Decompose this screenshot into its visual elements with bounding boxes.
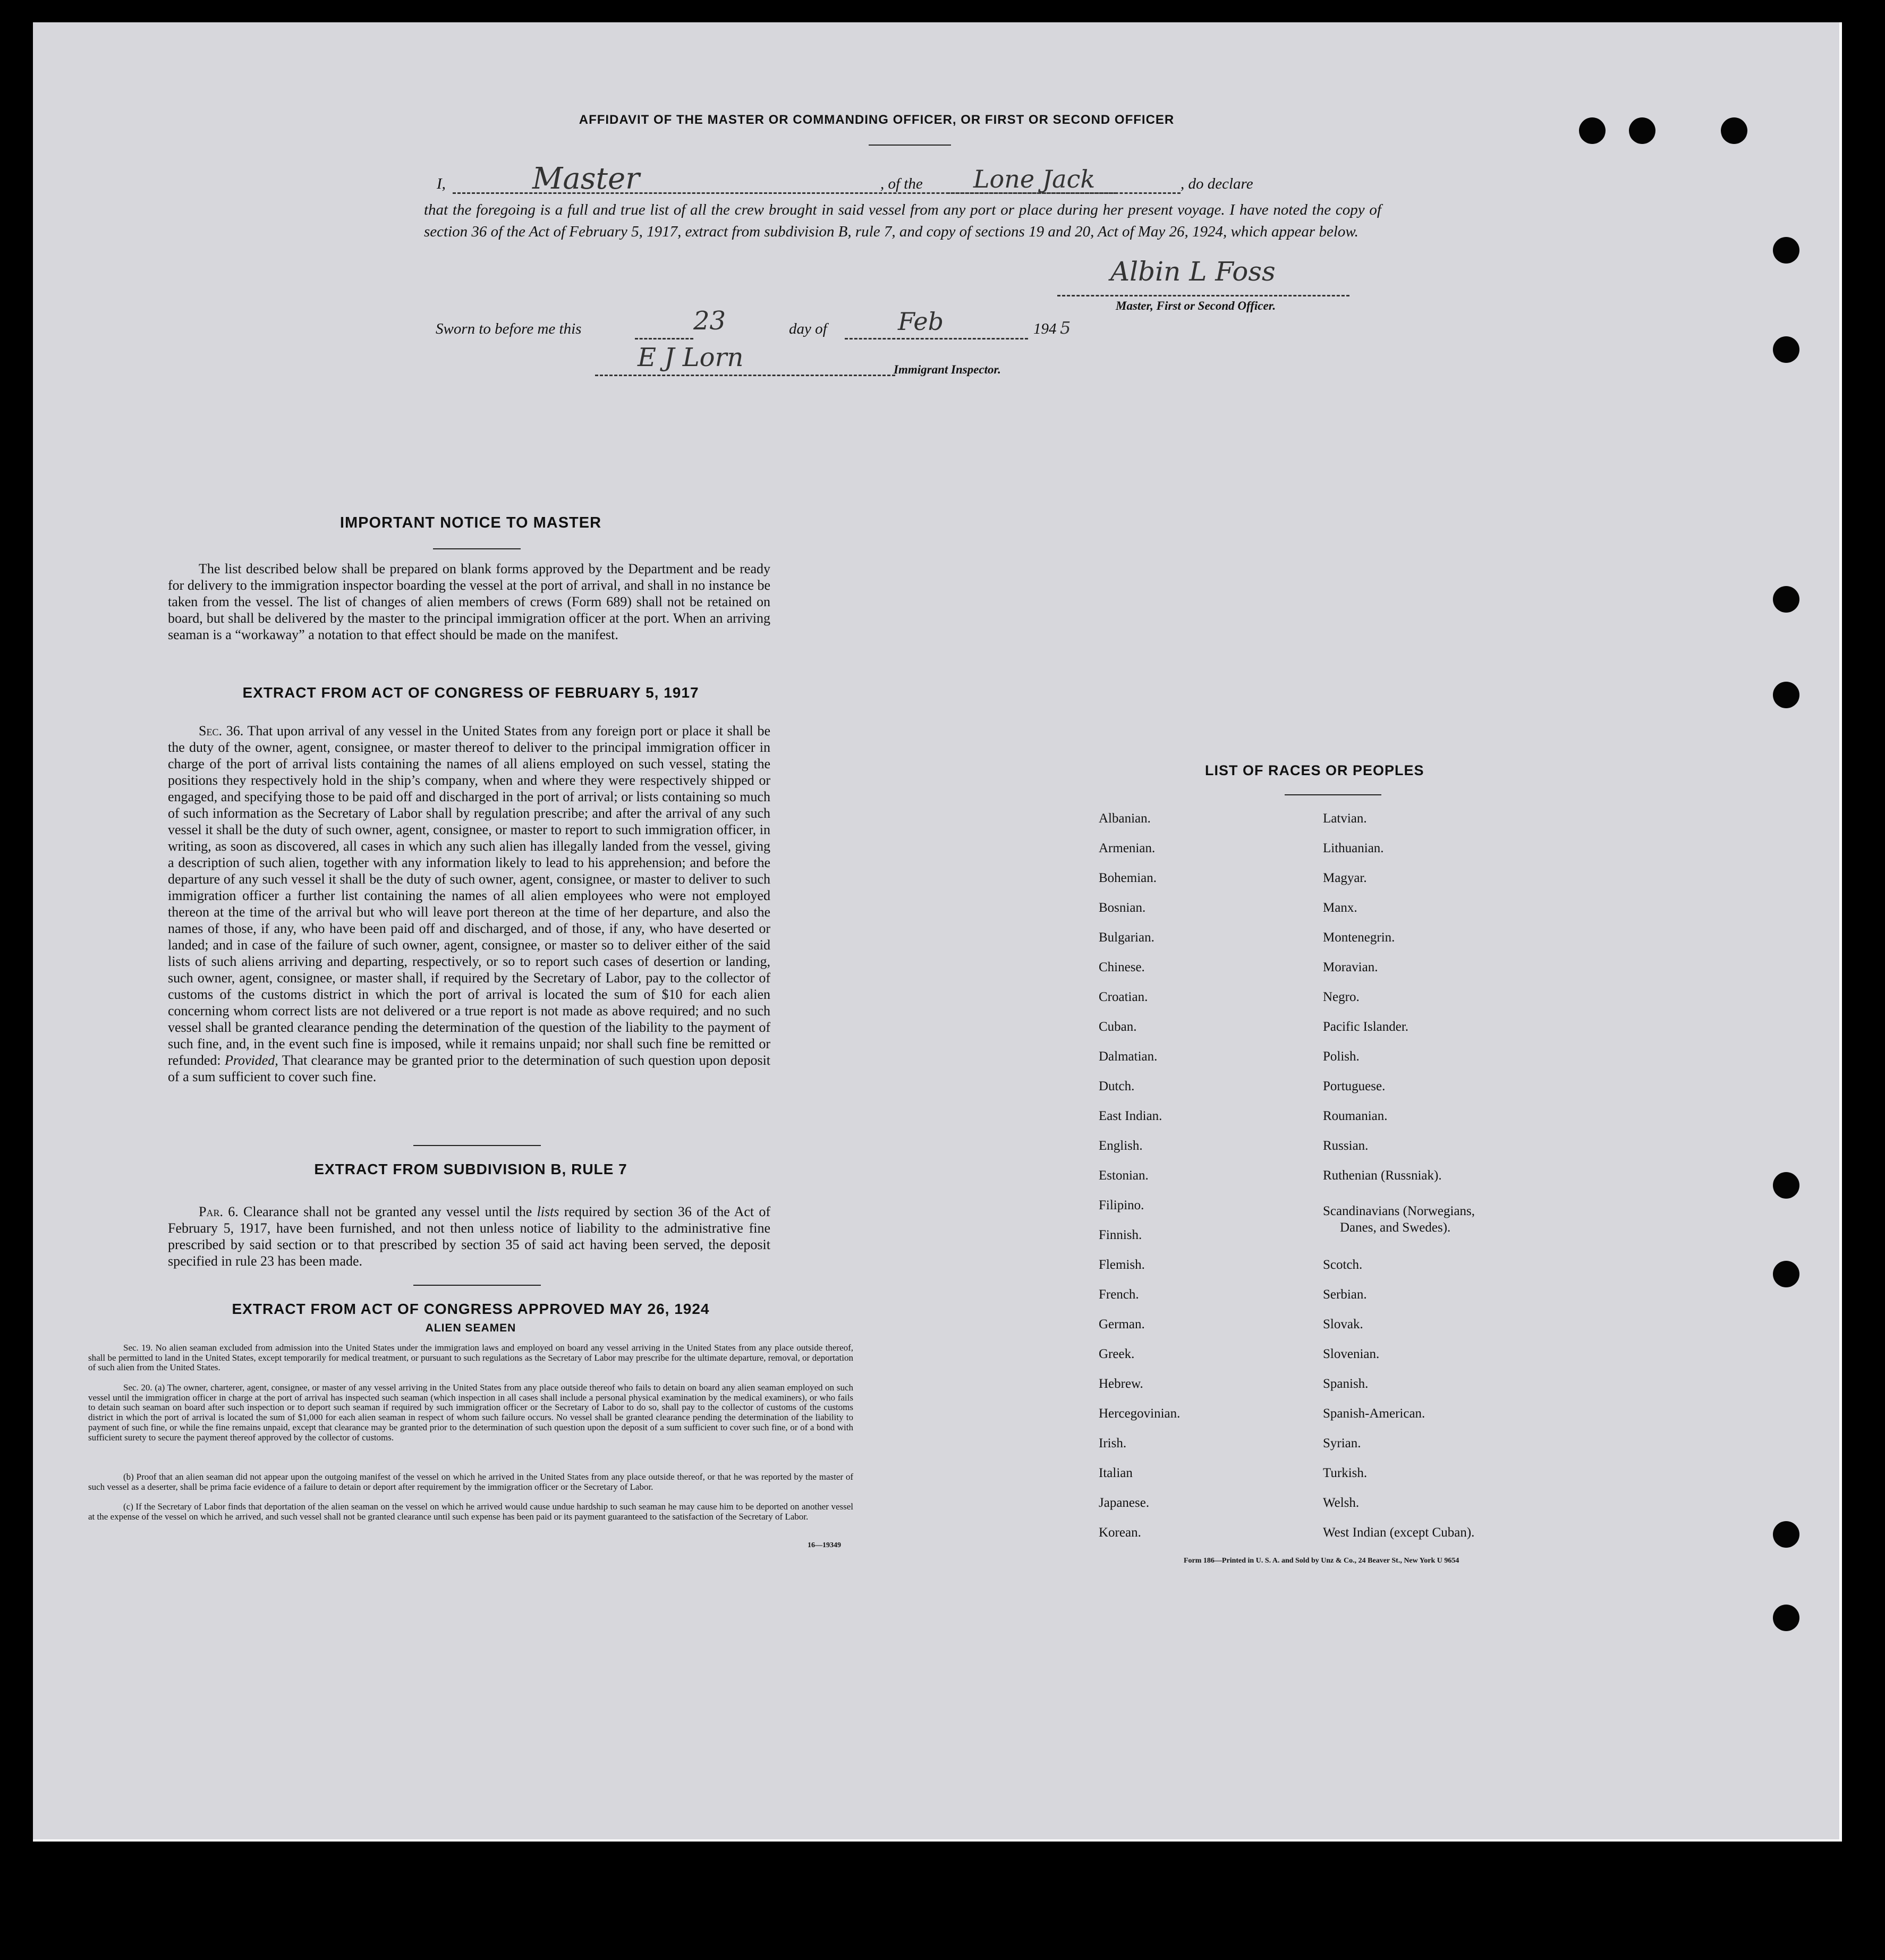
race-left: Greek. bbox=[1099, 1347, 1135, 1361]
notice-text: The list described below shall be prepared on blank forms approved by the Department and be ready for delivery to the immigration inspector boarding the vessel at the port of arrival, and shall in no instance be taken from the vessel. The list of changes of alien members of crews (Form 689) shall not be retained on board, but shall be delivered by the master to the principal immigration officer at the port. When an arriving seaman is a “workaway” a notation to that effect should be made on the manifest. bbox=[168, 561, 770, 642]
signature-handwriting: Albin L Foss bbox=[1110, 256, 1276, 287]
declare-label: , do declare bbox=[1181, 175, 1253, 192]
race-left: Chinese. bbox=[1099, 960, 1145, 974]
race-right: Portuguese. bbox=[1323, 1079, 1386, 1093]
race-left: Hercegovinian. bbox=[1099, 1406, 1181, 1421]
right-border-line bbox=[1839, 22, 1842, 1839]
race-right: Lithuanian. bbox=[1323, 841, 1384, 855]
affidavit-title: AFFIDAVIT OF THE MASTER OR COMMANDING OFFICER, OR FIRST OR SECOND OFFICER bbox=[579, 113, 1175, 127]
form-code: 16—19349 bbox=[808, 1541, 841, 1549]
year-label: 194 bbox=[1033, 320, 1057, 337]
race-left: Armenian. bbox=[1099, 841, 1156, 855]
punch-hole bbox=[1721, 117, 1747, 144]
punch-hole bbox=[1773, 1605, 1799, 1631]
notice-title: IMPORTANT NOTICE TO MASTER bbox=[339, 514, 602, 531]
race-right: Slovenian. bbox=[1323, 1347, 1380, 1361]
race-right: Manx. bbox=[1323, 901, 1357, 915]
race-left: Hebrew. bbox=[1099, 1377, 1143, 1391]
race-right: Roumanian. bbox=[1323, 1109, 1388, 1123]
punch-hole bbox=[1773, 1172, 1799, 1199]
punch-hole bbox=[1773, 586, 1799, 613]
race-right: Moravian. bbox=[1323, 960, 1378, 974]
inspector-line bbox=[595, 375, 895, 376]
sec-20c-text: (c) If the Secretary of Labor finds that deportation of the alien seaman on the vessel on which he arrived would cause undue hardship to such seaman he may cause him to be deported on another vessel at the expense of the vessel on which he arrived, and such vessel shall not be granted clearance until such expense has been paid or its payment guaranteed to the satisfaction of the Secretary of Labor. bbox=[88, 1501, 853, 1522]
punch-hole bbox=[1629, 117, 1655, 144]
races-title: LIST OF RACES OR PEOPLES bbox=[1205, 762, 1424, 778]
race-right: Russian. bbox=[1323, 1139, 1369, 1153]
par-6-body-a: Clearance shall not be granted any vessel until the bbox=[243, 1204, 532, 1219]
vessel-name-handwriting: Lone Jack bbox=[973, 165, 1096, 193]
race-left: Dutch. bbox=[1099, 1079, 1135, 1093]
race-left: Filipino. bbox=[1099, 1198, 1144, 1212]
race-left: Dalmatian. bbox=[1099, 1049, 1158, 1064]
sec-36-label: Sec. 36. bbox=[199, 723, 244, 739]
sec-36-body-end: That clearance may be granted prior to the determination of such question upon deposit of a sum sufficient to cover such fine. bbox=[168, 1053, 771, 1084]
inspector-caption: Immigrant Inspector. bbox=[894, 363, 1001, 376]
race-left: Japanese. bbox=[1099, 1496, 1150, 1510]
pronoun-label: I, bbox=[437, 175, 446, 192]
alien-seamen-subtitle: ALIEN SEAMEN bbox=[425, 1322, 516, 1334]
inspector-signature-handwriting: E J Lorn bbox=[638, 343, 744, 372]
signature-line bbox=[1057, 295, 1349, 296]
race-right: Spanish-American. bbox=[1323, 1406, 1425, 1421]
race-left: Italian bbox=[1099, 1466, 1133, 1480]
declaration-line bbox=[437, 162, 1382, 197]
race-right: Pacific Islander. bbox=[1323, 1020, 1409, 1034]
race-right: Montenegrin. bbox=[1323, 930, 1395, 945]
affidavit-title-rule bbox=[869, 145, 951, 146]
race-right: Scotch. bbox=[1323, 1258, 1363, 1272]
race-left: Bulgarian. bbox=[1099, 930, 1154, 945]
sec-36-body: That upon arrival of any vessel in the United States from any foreign port or place it shall be the duty of the owner, agent, consignee, or master thereof to deliver to the principal immigration officer in charge of the port of arrival lists containing the names of all aliens employed on such vessel, stating the positions they respectively hold in the ship’s company, when and where they were respectively shipped or engaged, and specifying those to be paid off and discharged in the port of arrival; or lists containing so much of such information as the Secretary of Labor shall by regulation prescribe; and after the arrival of any such vessel it shall be the duty of such owner, agent, consignee, or master to report to such immigration officer, in writing, as soon as discovered, all cases in which any such alien has illegally landed from the vessel, giving a description of such alien, together with any information likely to lead to his apprehension; and before the departure of any such vessel it shall be the duty of such owner, agent, consignee, or master to deliver to such immigration officer a further list containing the names of all alien employees who were not employed thereon at the time of the arrival but who will leave port thereon at the time of her departure, and also the names of those, if any, who have been paid off and discharged, and of those, if any, who have deserted or landed; and in case of the failure of such owner, agent, consignee, or master so to deliver either of the said lists of such aliens arriving and departing, respectively, or so to report such cases of desertion or landing, such owner, agent, consignee, or master shall, if required by the Secretary of Labor, pay to the collector of customs of the customs district in which the port of arrival is located the sum of $10 for each alien concerning whom correct lists are not delivered or a true report is not made as above required; and no such vessel shall be granted clearance pending the determination of the question of the liability to the payment of such fine, and, in the event such fine is imposed, while it remains unpaid; nor shall such fine be remitted or refunded: bbox=[168, 723, 770, 1068]
race-right: Scandinavians (Norwegians, bbox=[1323, 1204, 1475, 1218]
signature-caption: Master, First or Second Officer. bbox=[1116, 299, 1276, 312]
par-6-body-b: required by section 36 of the Act of February 5, 1917, have been furnished, and not then unless notice of liability to the administrative fine prescribed by said section or to that prescribed by section 35 of said act having been served, the deposit specified in rule 23 has been made. bbox=[168, 1204, 771, 1269]
year-handwriting: 5 bbox=[1060, 318, 1071, 338]
race-left: Albanian. bbox=[1099, 811, 1151, 826]
sworn-line bbox=[436, 306, 1126, 350]
race-right: Slovak. bbox=[1323, 1317, 1363, 1331]
race-left: Bohemian. bbox=[1099, 871, 1157, 885]
race-left: East Indian. bbox=[1099, 1109, 1162, 1123]
race-right: Welsh. bbox=[1323, 1496, 1360, 1510]
race-right: West Indian (except Cuban). bbox=[1323, 1525, 1475, 1540]
extract-1917-text bbox=[168, 723, 770, 1085]
race-right: Spanish. bbox=[1323, 1377, 1369, 1391]
race-left: Croatian. bbox=[1099, 990, 1148, 1004]
race-left: Flemish. bbox=[1099, 1258, 1145, 1272]
sec-20b-text: (b) Proof that an alien seaman did not appear upon the outgoing manifest of the vessel on which he arrived in the United States from any place outside thereof, or that he was reported by the master of such vessel as a deserter, shall be prima facie evidence of a failure to detain or deport after requirement by the immigration officer or the Secretary of Labor. bbox=[88, 1472, 853, 1492]
race-right: Negro. bbox=[1323, 990, 1360, 1004]
rule-7-text bbox=[168, 1203, 770, 1269]
race-left: Bosnian. bbox=[1099, 901, 1146, 915]
race-left: Finnish. bbox=[1099, 1228, 1142, 1242]
month-handwriting: Feb bbox=[898, 307, 944, 336]
master-handwriting: Master bbox=[532, 162, 640, 196]
extract-1917-title: EXTRACT FROM ACT OF CONGRESS OF FEBRUARY 5, 1917 bbox=[242, 684, 699, 701]
race-left: German. bbox=[1099, 1317, 1145, 1331]
notice-title-rule bbox=[433, 548, 521, 549]
punch-hole bbox=[1773, 1261, 1799, 1287]
of-the-label: , of the bbox=[880, 175, 923, 192]
punch-hole bbox=[1773, 682, 1799, 708]
declaration-body: that the foregoing is a full and true list of all the crew brought in said vessel from any port or place during her present voyage. I have noted the copy of section 36 of the Act of February 5, 1917, extract from subdivision B, rule 7, and copy of sections 19 and 20, Act of May 26, 1924, which appear below. bbox=[424, 201, 1381, 240]
race-left: English. bbox=[1099, 1139, 1143, 1153]
bottom-border-line bbox=[33, 1839, 1842, 1842]
extract-1924-title: EXTRACT FROM ACT OF CONGRESS APPROVED MAY 26, 1924 bbox=[232, 1301, 710, 1317]
race-right: Ruthenian (Russniak). bbox=[1323, 1168, 1442, 1183]
race-right: Syrian. bbox=[1323, 1436, 1361, 1450]
race-right: Magyar. bbox=[1323, 871, 1367, 885]
race-right: Latvian. bbox=[1323, 811, 1367, 826]
punch-hole bbox=[1773, 237, 1799, 264]
day-handwriting: 23 bbox=[693, 306, 726, 336]
section-rule bbox=[413, 1145, 541, 1146]
punch-hole bbox=[1773, 1521, 1799, 1548]
lists-label: lists bbox=[537, 1204, 559, 1219]
sworn-label: Sworn to before me this bbox=[436, 320, 582, 337]
race-left: Estonian. bbox=[1099, 1168, 1149, 1183]
races-title-rule bbox=[1285, 794, 1381, 795]
race-left: French. bbox=[1099, 1287, 1139, 1302]
race-right: Danes, and Swedes). bbox=[1340, 1220, 1451, 1235]
day-blank-line bbox=[635, 338, 693, 340]
month-blank-line bbox=[845, 338, 1028, 340]
printer-footer: Form 186—Printed in U. S. A. and Sold by Unz & Co., 24 Beaver St., New York U 9654 bbox=[1184, 1557, 1459, 1565]
sec-20a-text: Sec. 20. (a) The owner, charterer, agent, consignee, or master of any vessel arriving in the United States from any place outside thereof who fails to detain on board any alien seaman employed on such vessel until the immigration officer in charge at the port of arrival has inspected such seaman (which inspection in all cases shall include a personal physical examination by the medical examiners), or who fails to detain such seaman on board after such inspection or to deport such seaman if required by such immigration officer or the Secretary of Labor to do so, shall pay to the collector of customs of the customs district in which the port of arrival is located the sum of $1,000 for each alien seaman in respect of whom such failure occurs. No vessel shall be granted clearance pending the determination of the liability to payment of such fine, or while the fine remains unpaid, except that clearance may be granted prior to the determination of such question upon the deposit of a sum sufficient to cover such fine, or of a bond with sufficient surety to secure the payment thereof approved by the collector of customs. bbox=[88, 1382, 853, 1443]
sec-19-text: Sec. 19. No alien seaman excluded from admission into the United States under the immigration laws and employed on board any vessel arriving in the United States from any place outside thereof, shall be permitted to land in the United States, except temporarily for medical treatment, or pursuant to such regulations as the Secretary of Labor may prescribe for the ultimate departure, removal, or deportation of such alien from the United States. bbox=[88, 1343, 853, 1373]
race-right: Turkish. bbox=[1323, 1466, 1368, 1480]
day-of-label: day of bbox=[789, 320, 827, 337]
race-left: Korean. bbox=[1099, 1525, 1141, 1540]
punch-hole bbox=[1773, 336, 1799, 363]
punch-hole bbox=[1579, 117, 1606, 144]
section-rule bbox=[413, 1285, 541, 1286]
race-left: Cuban. bbox=[1099, 1020, 1137, 1034]
par-6-label: Par. 6. bbox=[199, 1204, 239, 1219]
race-right: Polish. bbox=[1323, 1049, 1360, 1064]
race-left: Irish. bbox=[1099, 1436, 1127, 1450]
race-right: Serbian. bbox=[1323, 1287, 1367, 1302]
provided-label: Provided, bbox=[224, 1053, 278, 1068]
rule-7-title: EXTRACT FROM SUBDIVISION B, RULE 7 bbox=[314, 1161, 627, 1177]
